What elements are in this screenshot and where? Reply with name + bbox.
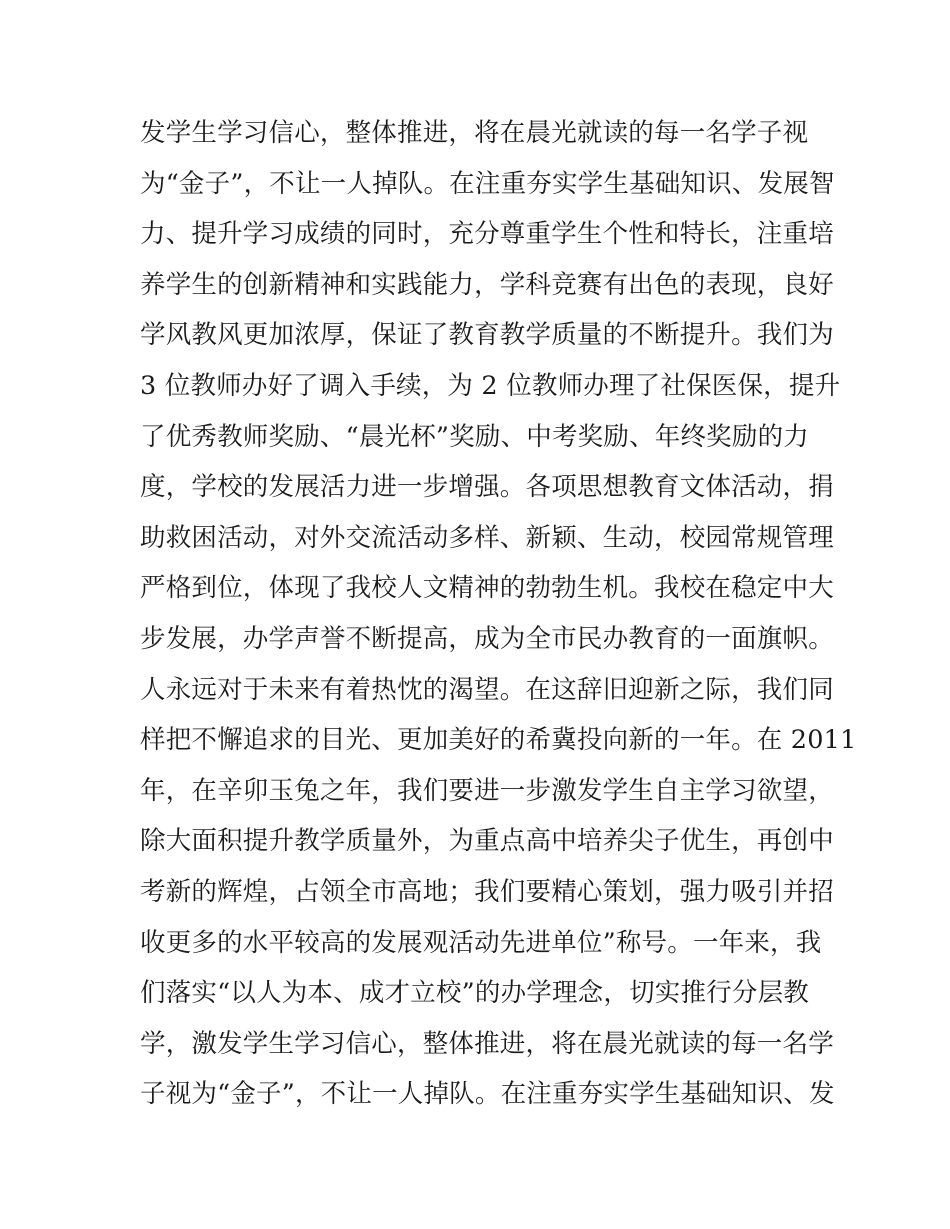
- text-line: 样把不懈追求的目光、更加美好的希冀投向新的一年。在 2011: [140, 725, 857, 756]
- text-line: 除大面积提升教学质量外，为重点高中培养尖子优生，再创中: [140, 826, 834, 857]
- text-line: 养学生的创新精神和实践能力，学科竞赛有出色的表现，良好: [140, 269, 834, 300]
- text-line: 助救困活动，对外交流活动多样、新颖、生动，校园常规管理: [140, 522, 834, 553]
- text-line: 为“金子”，不让一人掉队。在注重夯实学生基础知识、发展智: [140, 168, 835, 199]
- text-line: 子视为“金子”，不让一人掉队。在注重夯实学生基础知识、发: [140, 1079, 835, 1110]
- text-line: 考新的辉煌，占领全市高地；我们要精心策划，强力吸引并招: [140, 876, 834, 907]
- text-line: 了优秀教师奖励、“晨光杯”奖励、中考奖励、年终奖励的力: [140, 421, 809, 452]
- text-line: 严格到位，体现了我校人文精神的勃勃生机。我校在稳定中大: [140, 573, 834, 604]
- text-line: 力、提升学习成绩的同时，充分尊重学生个性和特长，注重培: [140, 219, 834, 250]
- text-line: 度，学校的发展活力进一步增强。各项思想教育文体活动，捐: [140, 472, 834, 503]
- text-line: 年，在辛卯玉兔之年，我们要进一步激发学生自主学习欲望，: [140, 775, 834, 806]
- text-line: 步发展，办学声誉不断提高，成为全市民办教育的一面旗帜。: [140, 623, 834, 654]
- text-line: 学风教风更加浓厚，保证了教育教学质量的不断提升。我们为: [140, 320, 834, 351]
- text-line: 3 位教师办好了调入手续，为 2 位教师办理了社保医保，提升: [140, 370, 841, 401]
- text-line: 收更多的水平较高的发展观活动先进单位”称号。一年来，我: [140, 927, 822, 958]
- body-text: [140, 108, 857, 1120]
- text-line: 发学生学习信心，整体推进，将在晨光就读的每一名学子视: [140, 118, 809, 148]
- text-line: 们落实“以人为本、成才立校”的办学理念，切实推行分层教: [140, 978, 809, 1009]
- text-line: 人永远对于未来有着热忱的渴望。在这辞旧迎新之际，我们同: [140, 674, 834, 705]
- text-line: 学，激发学生学习信心，整体推进，将在晨光就读的每一名学: [140, 1028, 834, 1059]
